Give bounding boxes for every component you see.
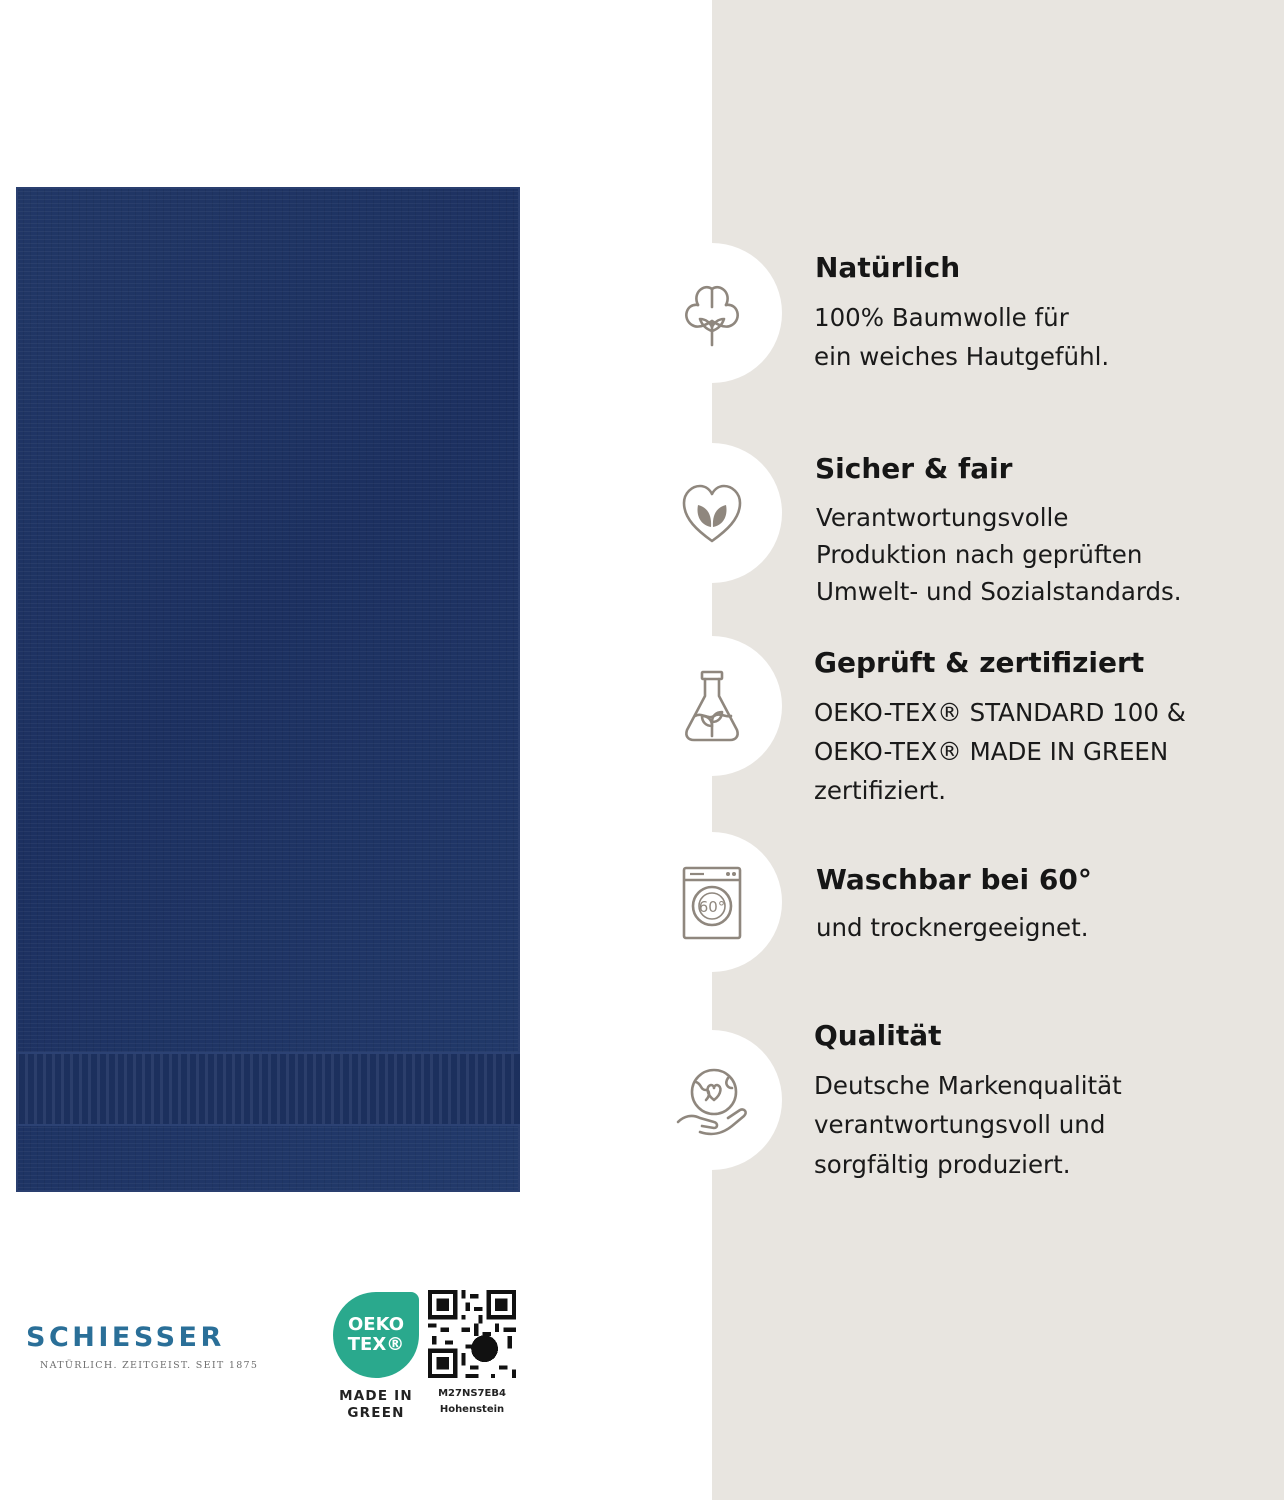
feature-icon-circle-4 [642, 832, 782, 972]
feature-icon-circle-2 [642, 443, 782, 583]
product-towel-image [16, 187, 520, 1192]
feature-icon-circle-3 [642, 636, 782, 776]
feature-title-4: Waschbar bei 60° [816, 863, 1092, 896]
oeko-tex-logo-line-2: TEX® [347, 1334, 405, 1355]
feature-text-1-line-2: ein weiches Hautgefühl. [814, 342, 1110, 371]
feature-text-2-line-1: Verantwortungsvolle [816, 503, 1069, 532]
feature-text-2-line-3: Umwelt- und Sozialstandards. [816, 577, 1182, 606]
feature-title-3: Geprüft & zertifiziert [814, 646, 1145, 679]
wash-temperature-label: 60° [698, 898, 726, 916]
feature-text-5-line-1: Deutsche Markenqualität [814, 1071, 1122, 1100]
feature-text-1-line-1: 100% Baumwolle für [814, 303, 1069, 332]
feature-title-1: Natürlich [815, 251, 961, 284]
feature-text-3-line-3: zertifiziert. [814, 776, 947, 805]
made-in-green-caption-line-1: MADE IN [339, 1388, 413, 1404]
made-in-green-caption [330, 1388, 422, 1422]
feature-text-5-line-3: sorgfältig produziert. [814, 1150, 1071, 1179]
cotton-flower-icon [670, 271, 754, 355]
feature-text-5-line-2: verantwortungsvoll und [814, 1110, 1106, 1139]
oeko-tex-logo [333, 1292, 419, 1378]
feature-icon-circle-1 [642, 243, 782, 383]
feature-icon-circle-5 [642, 1030, 782, 1170]
qr-code[interactable] [428, 1290, 516, 1378]
made-in-green-caption-line-2: GREEN [347, 1405, 405, 1421]
towel-border-band [16, 1052, 520, 1126]
heart-leaf-icon [670, 471, 754, 555]
oeko-tex-logo-line-1: OEKO [347, 1314, 405, 1335]
feature-text-2-line-2: Produktion nach geprüften [816, 540, 1143, 569]
feature-text-3-line-1: OEKO-TEX® STANDARD 100 & [814, 698, 1186, 727]
washing-machine-icon [670, 860, 754, 944]
feature-text-4-line-1: und trocknergeeignet. [816, 913, 1089, 942]
brand-tagline: NATÜRLICH. ZEITGEIST. SEIT 1875 [40, 1360, 259, 1371]
brand-logo: SCHIESSER [26, 1322, 225, 1353]
hand-globe-heart-icon [670, 1058, 754, 1142]
flask-plant-icon [670, 664, 754, 748]
feature-text-3-line-2: OEKO-TEX® MADE IN GREEN [814, 737, 1169, 766]
feature-title-5: Qualität [814, 1019, 942, 1052]
certificate-number: M27NS7EB4 [438, 1388, 506, 1399]
certificate-institute: Hohenstein [439, 1404, 505, 1415]
feature-title-2: Sicher & fair [815, 452, 1013, 485]
